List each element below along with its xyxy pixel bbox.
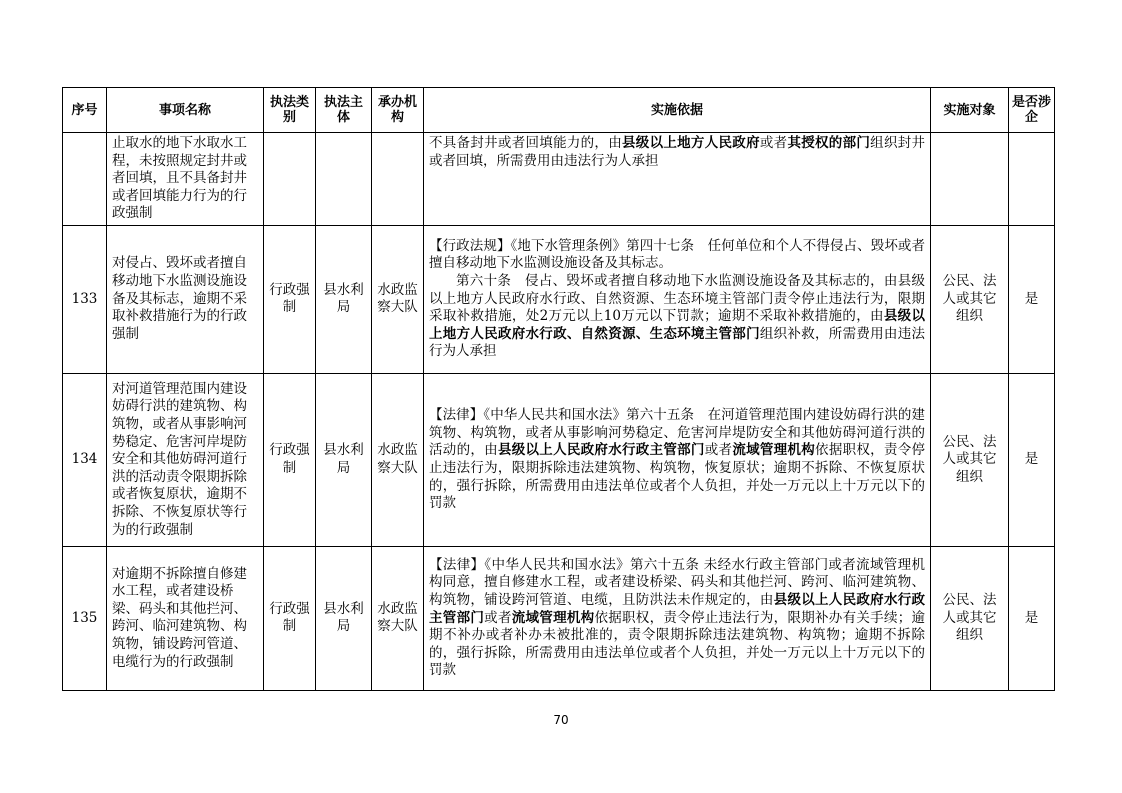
header-no: 序号 [63,88,107,133]
header-subject: 执法主体 [316,88,372,133]
basis-bold-text: 县级以上人民政府水行政主管部门 [497,442,705,459]
table-row [63,133,1055,226]
basis-text: 或者 [759,135,788,151]
row-type: 行政强制 [264,373,316,546]
row-org [372,133,424,226]
basis-text: 不具备封井或者回填能力的，由 [429,135,622,151]
basis-bold-text: 县级以上地方人民政府水行政、自然资源、生态环境主管部门 [429,308,925,342]
row-no: 135 [63,546,107,690]
row-type: 行政强制 [264,546,316,690]
header-name: 事项名称 [107,88,264,133]
row-enterprise [1009,133,1055,226]
row-no: 133 [63,225,107,373]
row-org: 水政监察大队 [372,373,424,546]
basis-bold-text: 流域管理机构 [732,442,816,459]
basis-text: 【法律】《中华人民共和国水法》第六十五条 未经水行政主管部门或者流域管理机构同意，擅自修建水工程，或者建设桥梁、码头和其他拦河、跨河、临河建筑物、构筑物，铺设跨河管道、电缆，且防洪法未作规定的，由 [429,556,925,609]
row-org: 水政监察大队 [372,546,424,690]
row-target [931,133,1009,226]
basis-text: 依据职权，责令停止违法行为，限期拆除违法建筑物、构筑物，恢复原状；逾期不拆除、不恢复原状的，强行拆除，所需费用由违法单位或者个人负担，并处一万元以上十万元以下的罚款 [429,442,926,512]
row-basis [424,225,931,373]
enforcement-table [62,87,1055,691]
row-no [63,133,107,226]
row-enterprise: 是 [1009,225,1055,373]
basis-bold-text: 其授权的部门 [787,135,871,151]
table-row [63,373,1055,546]
header-org: 承办机构 [372,88,424,133]
basis-bold-text: 县级以上地方人民政府 [622,135,760,151]
header-target: 实施对象 [931,88,1009,133]
row-name: 对侵占、毁坏或者擅自移动地下水监测设施设备及其标志，逾期不采取补救措施行为的行政强制 [107,225,264,373]
row-basis [424,133,931,226]
basis-text: 【行政法规】《地下水管理条例》第四十七条 任何单位和个人不得侵占、毁坏或者擅自移动地下水监测设施设备及其标志。 [429,237,925,272]
row-name: 对河道管理范围内建设妨碍行洪的建筑物、构筑物，或者从事影响河势稳定、危害河岸堤防安全和其他妨碍河道行洪的活动责令限期拆除或者恢复原状，逾期不拆除、不恢复原状等行为的行政强制 [107,373,264,546]
row-name: 止取水的地下水取水工程，未按照规定封井或者回填，且不具备封井或者回填能力行为的行政强制 [107,133,264,226]
basis-text: 组织封井或者回填，所需费用由违法行为人承担 [429,135,926,169]
header-enterprise: 是否涉企 [1009,88,1055,133]
table-row [63,225,1055,373]
row-name: 对逾期不拆除擅自修建水工程，或者建设桥梁、码头和其他拦河、跨河、临河建筑物、构筑物，铺设跨河管道、电缆行为的行政强制 [107,546,264,690]
basis-bold-text: 县级以上人民政府水行政主管部门 [429,592,926,626]
row-type: 行政强制 [264,225,316,373]
header-type: 执法类别 [264,88,316,133]
row-basis [424,373,931,546]
row-target: 公民、法人或其它组织 [931,546,1009,690]
row-no: 134 [63,373,107,546]
row-target: 公民、法人或其它组织 [931,373,1009,546]
row-org: 水政监察大队 [372,225,424,373]
row-enterprise: 是 [1009,546,1055,690]
row-subject: 县水利局 [316,373,372,546]
basis-bold-text: 流域管理机构 [511,609,595,626]
header-basis: 实施依据 [424,88,931,133]
header-row [63,88,1055,133]
basis-text: 【法律】《中华人民共和国水法》第六十五条 在河道管理范围内建设妨碍行洪的建筑物、构筑物，或者从事影响河势稳定、危害河岸堤防安全和其他妨碍河道行洪的活动的，由 [429,407,925,459]
row-enterprise: 是 [1009,373,1055,546]
row-type [264,133,316,226]
basis-text: 或者 [704,442,733,459]
row-target: 公民、法人或其它组织 [931,225,1009,373]
row-subject: 县水利局 [316,225,372,373]
basis-text: 组织补救，所需费用由违法行为人承担 [429,325,926,360]
basis-text: 依据职权，责令停止违法行为，限期补办有关手续；逾期不补办或者补办未被批准的，责令限期拆除违法建筑物、构筑物；逾期不拆除的，强行拆除，所需费用由违法单位或者个人负担，并处一万元以上十万元以下的罚款 [429,609,926,679]
basis-text: 第六十条 侵占、毁坏或者擅自移动地下水监测设施设备及其标志的，由县级以上地方人民政府水行政、自然资源、生态环境主管部门责令停止违法行为，限期采取补救措施，处2万元以上10万元以下罚款；逾期不采取补救措施的，由 [429,273,925,325]
row-subject [316,133,372,226]
table-row [63,546,1055,690]
row-basis [424,546,931,690]
basis-text: 或者 [484,609,512,626]
row-subject: 县水利局 [316,546,372,690]
page-number: 70 [553,713,569,727]
